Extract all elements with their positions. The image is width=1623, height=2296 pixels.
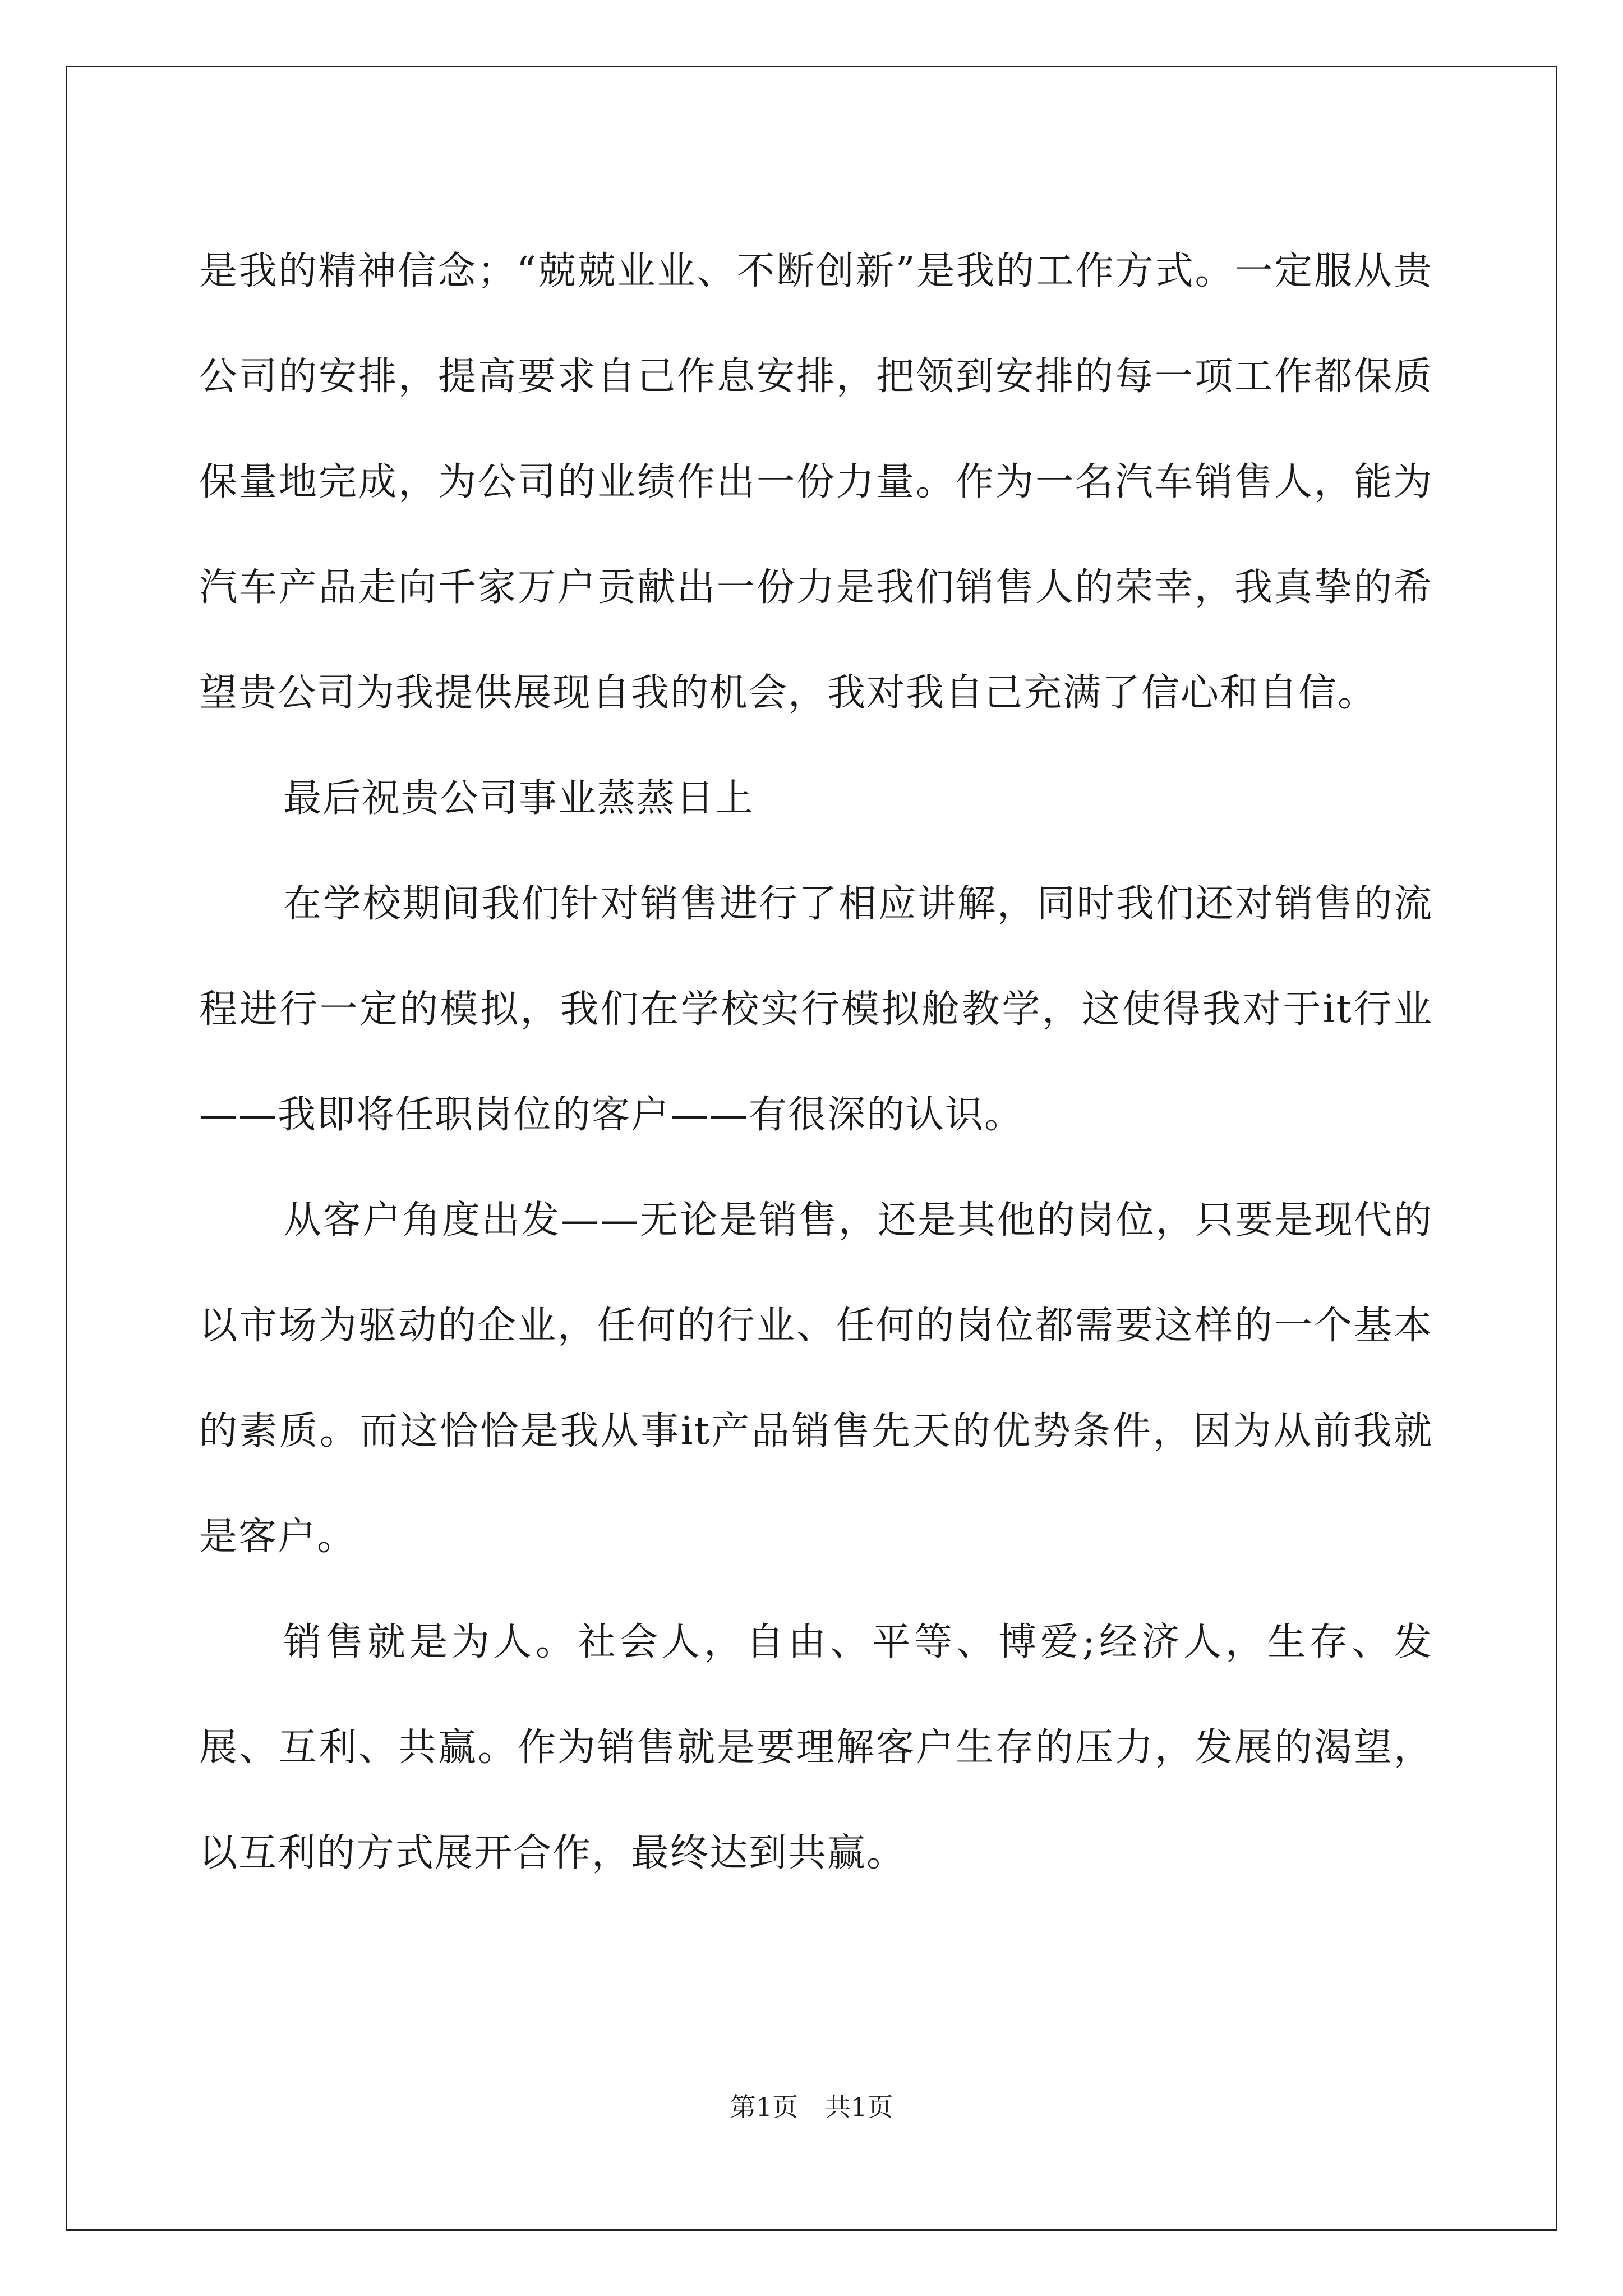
paragraph-customer-perspective: 从客户角度出发——无论是销售，还是其他的岗位，只要是现代的以市场为驱动的企业，任何的行业、任何的岗位都需要这样的一个基本的素质。而这恰恰是我从事it产品销售先天的优势条件，因为从前我就是客户。 xyxy=(199,1198,1433,1559)
document-body xyxy=(199,219,1433,1906)
page-footer xyxy=(0,2087,1623,2124)
paragraph-closing-wish: 最后祝贵公司事业蒸蒸日上 xyxy=(283,776,755,821)
page-total: 共1页 xyxy=(825,2092,893,2122)
paragraph-sales-is-people: 销售就是为人。社会人，自由、平等、博爱;经济人，生存、发展、互利、共赢。作为销售就是要理解客户生存的压力，发展的渴望，以互利的方式展开合作，最终达到共赢。 xyxy=(199,1620,1433,1875)
paragraph-school-training: 在学校期间我们针对销售进行了相应讲解，同时我们还对销售的流程进行一定的模拟，我们在学校实行模拟舱教学，这使得我对于it行业——我即将任职岗位的客户——有很深的认识。 xyxy=(199,882,1433,1137)
paragraph-continuation: 是我的精神信念；“兢兢业业、不断创新”是我的工作方式。一定服从贵公司的安排，提高要求自己作息安排，把领到安排的每一项工作都保质保量地完成，为公司的业绩作出一份力量。作为一名汽车销售人，能为汽车产品走向千家万户贡献出一份力是我们销售人的荣幸，我真挚的希望贵公司为我提供展现自我的机会，我对我自己充满了信心和自信。 xyxy=(199,249,1433,715)
page-number: 第1页 xyxy=(730,2092,798,2122)
